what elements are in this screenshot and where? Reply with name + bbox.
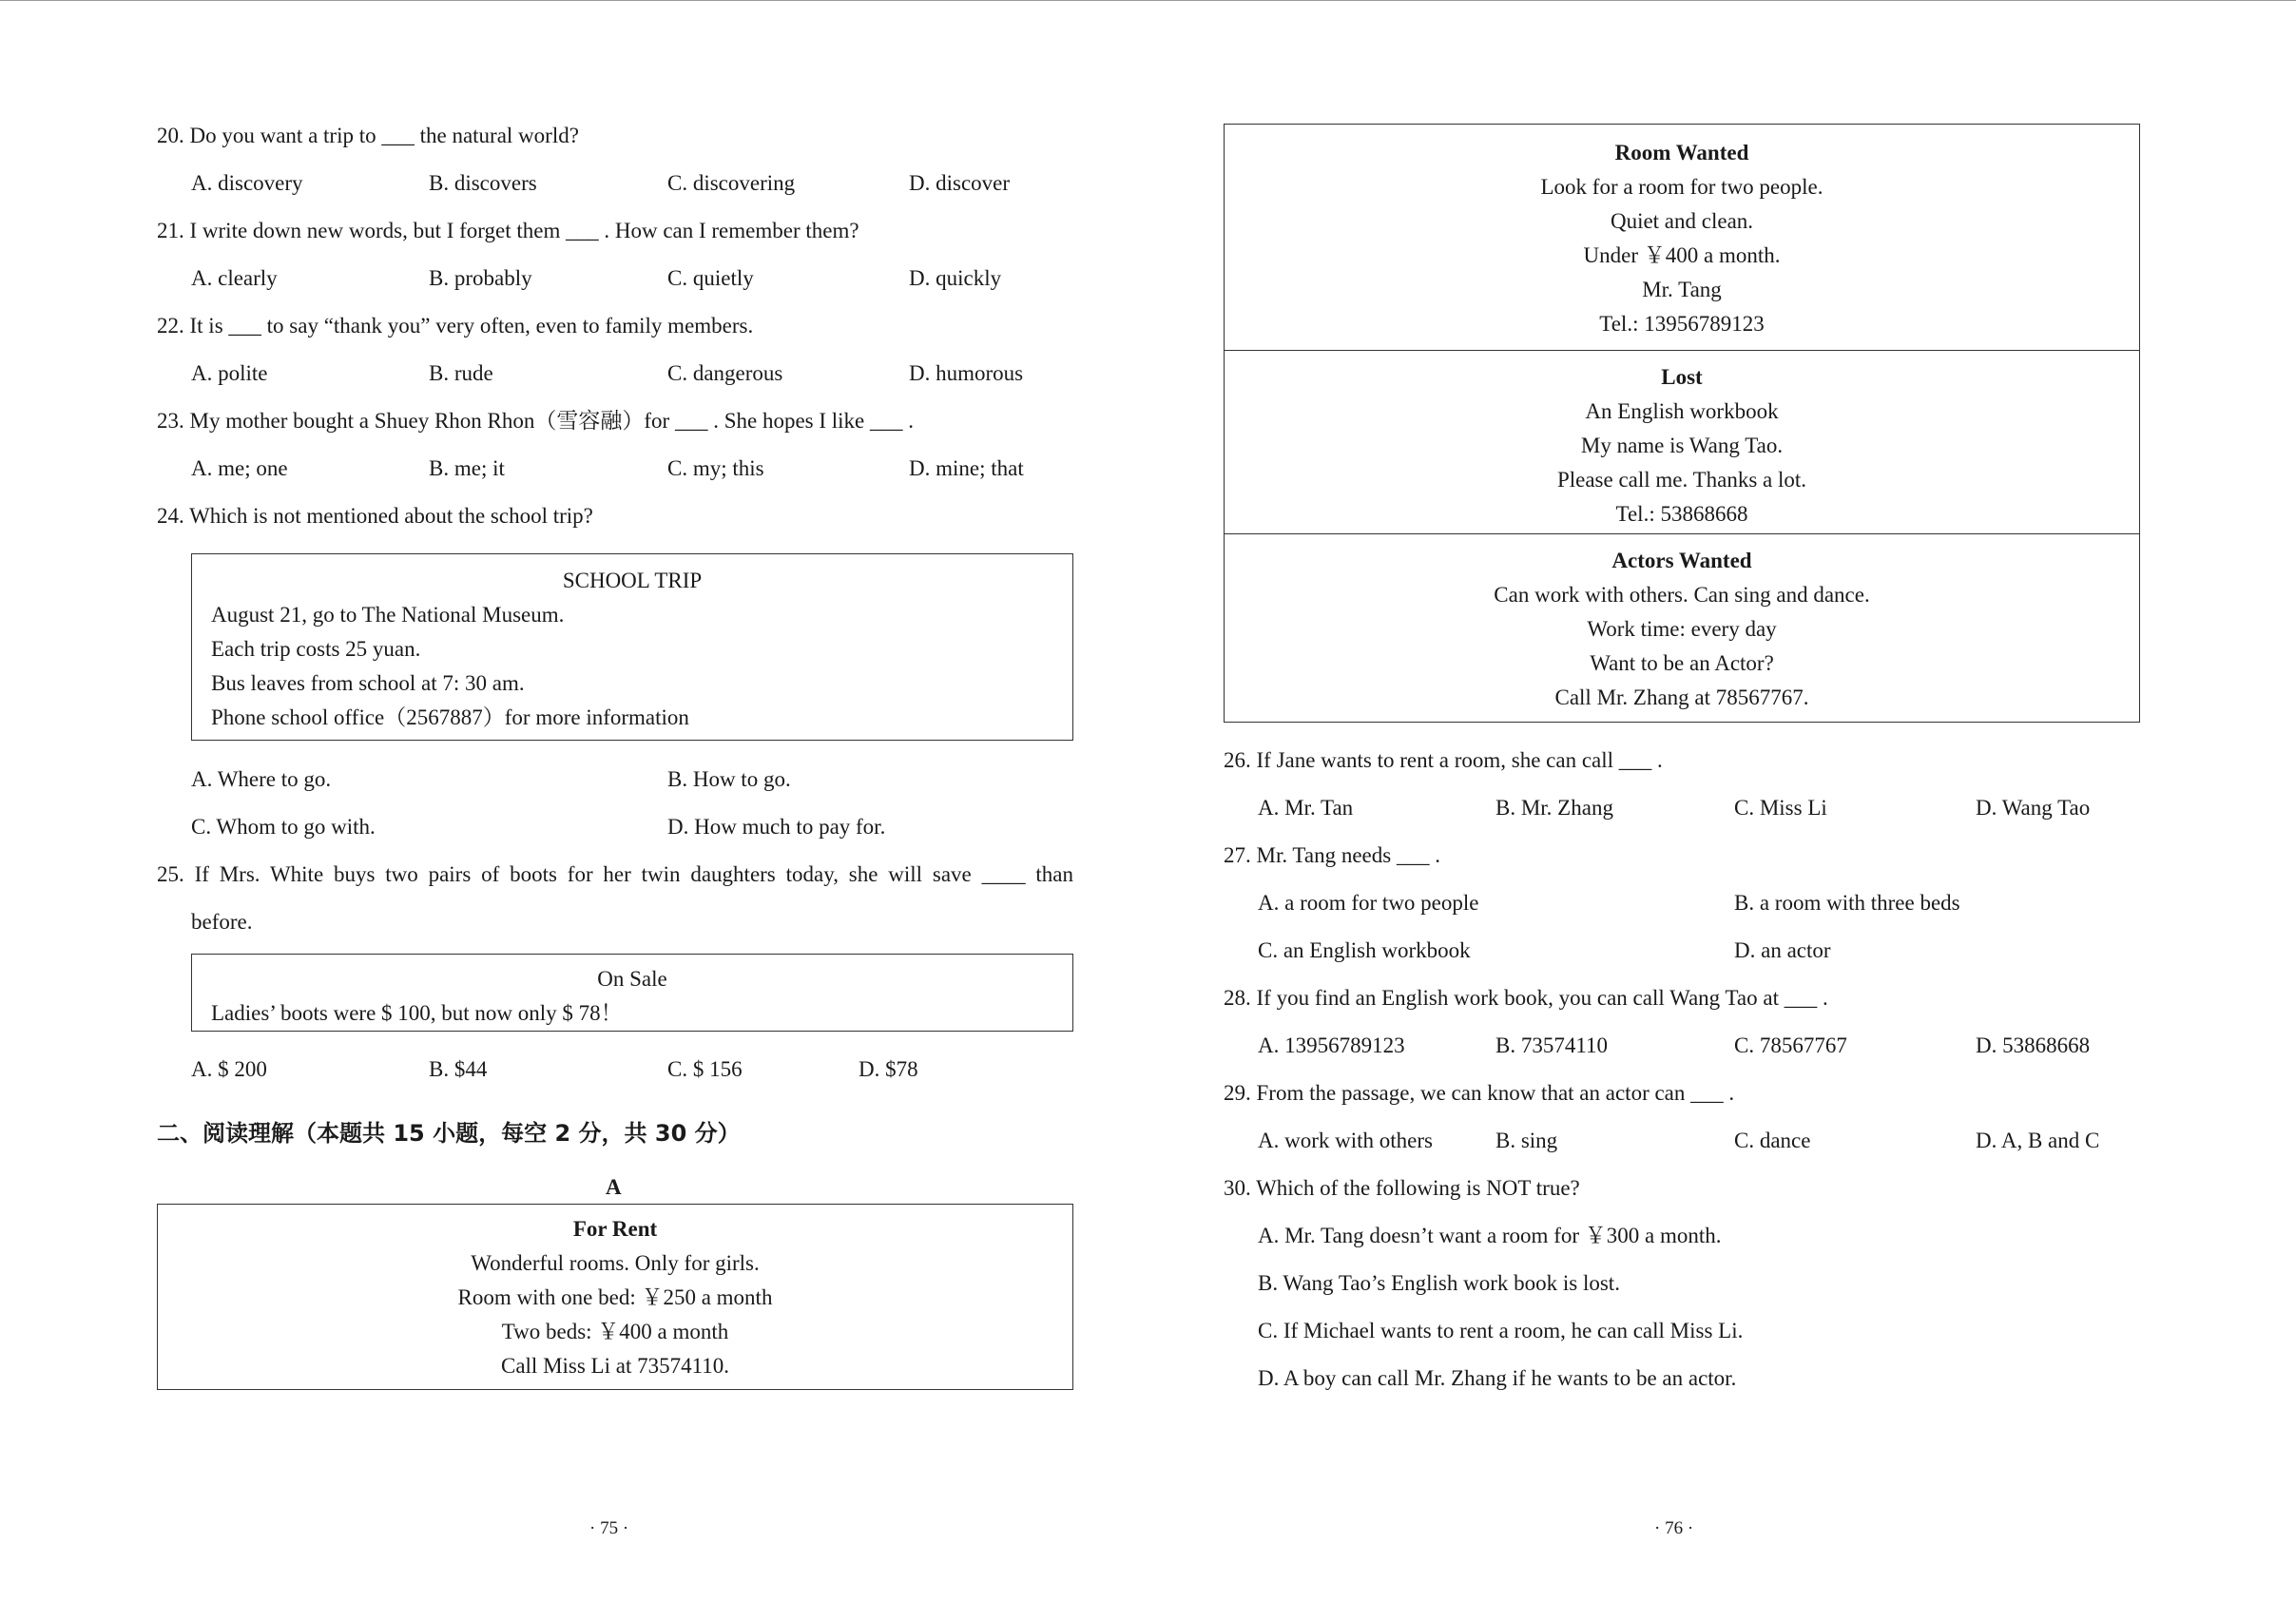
q21-option-b: B. probably (429, 266, 532, 290)
q26-option-d: D. Wang Tao (1976, 796, 2091, 820)
q25-stem-line2: before. (191, 910, 253, 934)
q24-stem: 24. Which is not mentioned about the school trip? (157, 504, 593, 528)
ad-lost (1225, 351, 2139, 534)
on-sale-box (191, 954, 1073, 1032)
q23-option-d: D. mine; that (909, 456, 1024, 480)
q28-stem: 28. If you find an English work book, you can call Wang Tao at ___ . (1224, 986, 1828, 1010)
for-rent-box (157, 1204, 1073, 1390)
for-rent-line: Wonderful rooms. Only for girls. (471, 1251, 760, 1275)
q23-option-b: B. me; it (429, 456, 505, 480)
school-trip-line: Each trip costs 25 yuan. (211, 637, 421, 661)
q24-option-a: A. Where to go. (191, 767, 332, 791)
ad-title: Lost (1661, 365, 1703, 389)
q20-option-d: D. discover (909, 171, 1011, 195)
passage-label: A (606, 1175, 622, 1199)
page-number-right: · 76 · (1654, 1518, 1694, 1538)
q26-option-a: A. Mr. Tan (1258, 796, 1354, 820)
ad-line: Look for a room for two people. (1540, 175, 1823, 199)
for-rent-title: For Rent (572, 1217, 658, 1241)
school-trip-title: SCHOOL TRIP (562, 569, 703, 592)
page-number-left: · 75 · (589, 1518, 629, 1538)
school-trip-line: Bus leaves from school at 7: 30 am. (211, 671, 525, 695)
q24-option-c: C. Whom to go with. (191, 815, 376, 839)
q21-stem: 21. I write down new words, but I forget them ___ . How can I remember them? (157, 219, 859, 242)
q23-stem: 23. My mother bought a Shuey Rhon Rhon（雪容融）for ___ . She hopes I like ___ . (157, 409, 915, 433)
for-rent-line: Call Miss Li at 73574110. (500, 1354, 729, 1378)
q20-option-a: A. discovery (191, 171, 303, 195)
ad-line: Under ￥400 a month. (1583, 243, 1781, 267)
school-trip-line: August 21, go to The National Museum. (211, 603, 565, 627)
q22-option-c: C. dangerous (667, 361, 783, 385)
ad-line: An English workbook (1585, 399, 1779, 423)
q30-option-a: A. Mr. Tang doesn’t want a room for ￥300 a month. (1258, 1224, 1722, 1247)
q29-stem: 29. From the passage, we can know that an actor can ___ . (1224, 1081, 1735, 1105)
q21-option-a: A. clearly (191, 266, 278, 290)
q20-option-b: B. discovers (429, 171, 537, 195)
q21-option-c: C. quietly (667, 266, 754, 290)
ad-line: Quiet and clean. (1610, 209, 1754, 233)
q27-option-d: D. an actor (1734, 938, 1831, 962)
q27-option-a: A. a room for two people (1258, 891, 1479, 915)
q22-stem: 22. It is ___ to say “thank you” very often, even to family members. (157, 314, 754, 338)
q20-option-c: C. discovering (667, 171, 796, 195)
q28-option-b: B. 73574110 (1495, 1033, 1608, 1057)
for-rent-line: Two beds: ￥400 a month (501, 1320, 729, 1343)
q25-stem-line1: 25. If Mrs. White buys two pairs of boots for her twin daughters today, she will save ____ than (157, 862, 1073, 886)
ad-line: Can work with others. Can sing and dance. (1494, 583, 1870, 607)
q28-option-a: A. 13956789123 (1258, 1033, 1405, 1057)
q29-option-a: A. work with others (1258, 1129, 1433, 1152)
q21-option-d: D. quickly (909, 266, 1002, 290)
q24-option-d: D. How much to pay for. (667, 815, 886, 839)
q28-option-c: C. 78567767 (1734, 1033, 1847, 1057)
ad-line: Want to be an Actor? (1590, 651, 1774, 675)
ad-line: Tel.: 13956789123 (1599, 312, 1765, 336)
q23-option-c: C. my; this (667, 456, 764, 480)
q29-option-c: C. dance (1734, 1129, 1811, 1152)
q27-option-c: C. an English workbook (1258, 938, 1471, 962)
q22-option-b: B. rude (429, 361, 493, 385)
q26-option-c: C. Miss Li (1734, 796, 1827, 820)
ad-actors-wanted (1225, 534, 2139, 715)
ads-box (1224, 124, 2140, 723)
ad-line: Work time: every day (1587, 617, 1777, 641)
q30-option-c: C. If Michael wants to rent a room, he can call Miss Li. (1258, 1319, 1744, 1342)
q27-stem: 27. Mr. Tang needs ___ . (1224, 843, 1440, 867)
ad-room-wanted (1225, 125, 2139, 351)
top-border-line (0, 0, 2296, 1)
school-trip-box (191, 553, 1073, 741)
q30-option-d: D. A boy can call Mr. Zhang if he wants to be an actor. (1258, 1366, 1737, 1390)
school-trip-line: Phone school office（2567887）for more information (211, 705, 689, 729)
ad-line: Mr. Tang (1642, 278, 1722, 301)
q27-option-b: B. a room with three beds (1734, 891, 1960, 915)
ad-title: Room Wanted (1614, 141, 1749, 164)
q20-stem: 20. Do you want a trip to ___ the natural world? (157, 124, 579, 147)
q22-option-d: D. humorous (909, 361, 1024, 385)
q25-option-d: D. $78 (859, 1057, 918, 1081)
q29-option-d: D. A, B and C (1976, 1129, 2100, 1152)
section-title-reading: 二、阅读理解（本题共 15 小题，每空 2 分，共 30 分） (157, 1120, 741, 1147)
q23-option-a: A. me; one (191, 456, 288, 480)
for-rent-line: Room with one bed: ￥250 a month (457, 1285, 773, 1309)
q28-option-d: D. 53868668 (1976, 1033, 2091, 1057)
q22-option-a: A. polite (191, 361, 268, 385)
q25-option-a: A. $ 200 (191, 1057, 267, 1081)
ad-line: My name is Wang Tao. (1580, 434, 1784, 457)
q25-option-b: B. $44 (429, 1057, 488, 1081)
ad-line: Please call me. Thanks a lot. (1556, 468, 1807, 492)
q24-option-b: B. How to go. (667, 767, 791, 791)
q30-option-b: B. Wang Tao’s English work book is lost. (1258, 1271, 1620, 1295)
q26-option-b: B. Mr. Zhang (1495, 796, 1613, 820)
ad-line: Tel.: 53868668 (1615, 502, 1748, 526)
ad-title: Actors Wanted (1611, 549, 1752, 572)
on-sale-title: On Sale (597, 967, 667, 991)
q30-stem: 30. Which of the following is NOT true? (1224, 1176, 1580, 1200)
q25-option-c: C. $ 156 (667, 1057, 743, 1081)
on-sale-line: Ladies’ boots were $ 100, but now only $ 78！ (211, 1001, 623, 1025)
q29-option-b: B. sing (1495, 1129, 1558, 1152)
q26-stem: 26. If Jane wants to rent a room, she can call ___ . (1224, 748, 1663, 772)
ad-line: Call Mr. Zhang at 78567767. (1554, 685, 1809, 709)
